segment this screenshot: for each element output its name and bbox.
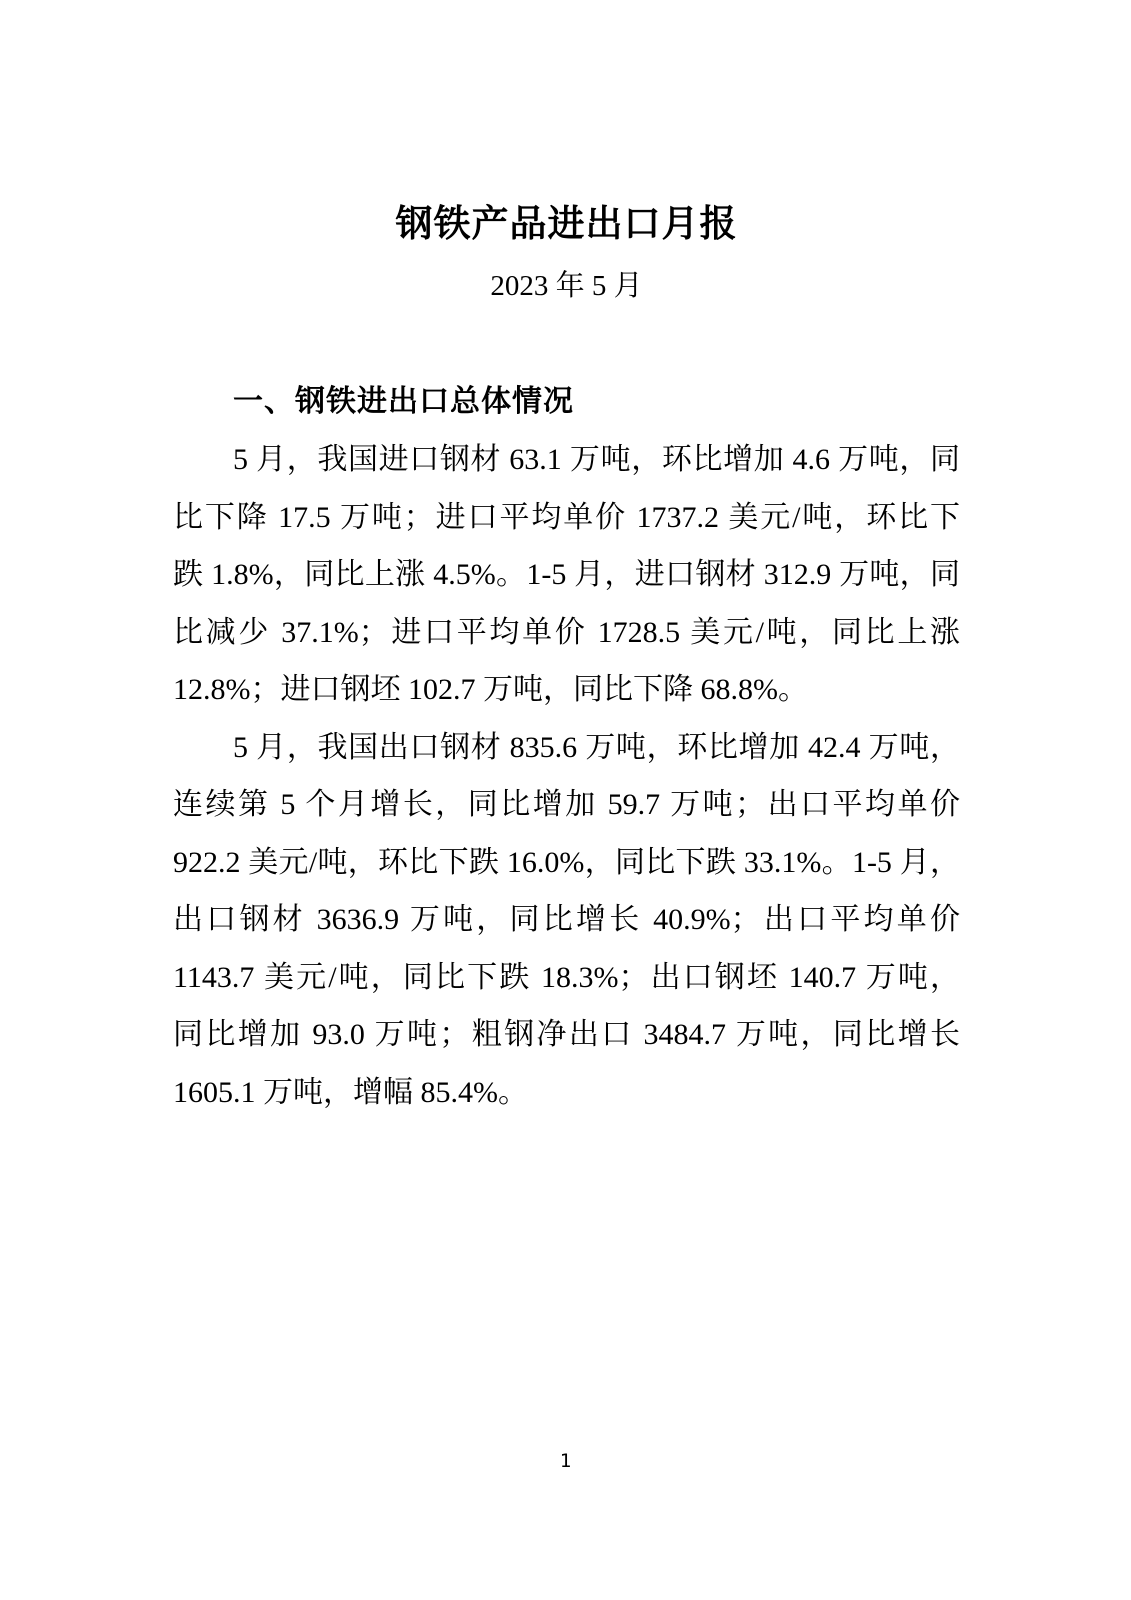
body-line: 连续第 5 个月增长，同比增加 59.7 万吨；出口平均单价 xyxy=(173,788,960,821)
document-body xyxy=(173,431,960,1121)
section-heading: 一、钢铁进出口总体情况 xyxy=(233,384,574,419)
page-number: 1 xyxy=(559,1450,572,1472)
paragraph-exports xyxy=(173,719,960,1122)
body-line: 5 月，我国出口钢材 835.6 万吨，环比增加 42.4 万吨， xyxy=(233,730,960,764)
body-line: 比下降 17.5 万吨；进口平均单价 1737.2 美元/吨，环比下 xyxy=(173,500,960,534)
body-line: 12.8%；进口钢坯 102.7 万吨，同比下降 68.8%。 xyxy=(173,673,808,706)
body-line: 5 月，我国进口钢材 63.1 万吨，环比增加 4.6 万吨，同 xyxy=(233,443,960,476)
document-subtitle: 2023 年 5 月 xyxy=(490,270,643,302)
body-line: 922.2 美元/吨，环比下跌 16.0%，同比下跌 33.1%。1-5 月， xyxy=(173,845,960,879)
body-line: 出口钢材 3636.9 万吨，同比增长 40.9%；出口平均单价 xyxy=(173,903,960,936)
document-title: 钢铁产品进出口月报 xyxy=(395,204,738,245)
body-line: 跌 1.8%，同比上涨 4.5%。1-5 月，进口钢材 312.9 万吨，同 xyxy=(173,558,960,591)
body-line: 1605.1 万吨，增幅 85.4%。 xyxy=(173,1075,528,1109)
body-line: 同比增加 93.0 万吨；粗钢净出口 3484.7 万吨，同比增长 xyxy=(173,1018,960,1051)
body-line: 比减少 37.1%；进口平均单价 1728.5 美元/吨，同比上涨 xyxy=(173,615,960,649)
paragraph-imports xyxy=(173,431,960,719)
body-line: 1143.7 美元/吨，同比下跌 18.3%；出口钢坯 140.7 万吨， xyxy=(173,960,960,994)
